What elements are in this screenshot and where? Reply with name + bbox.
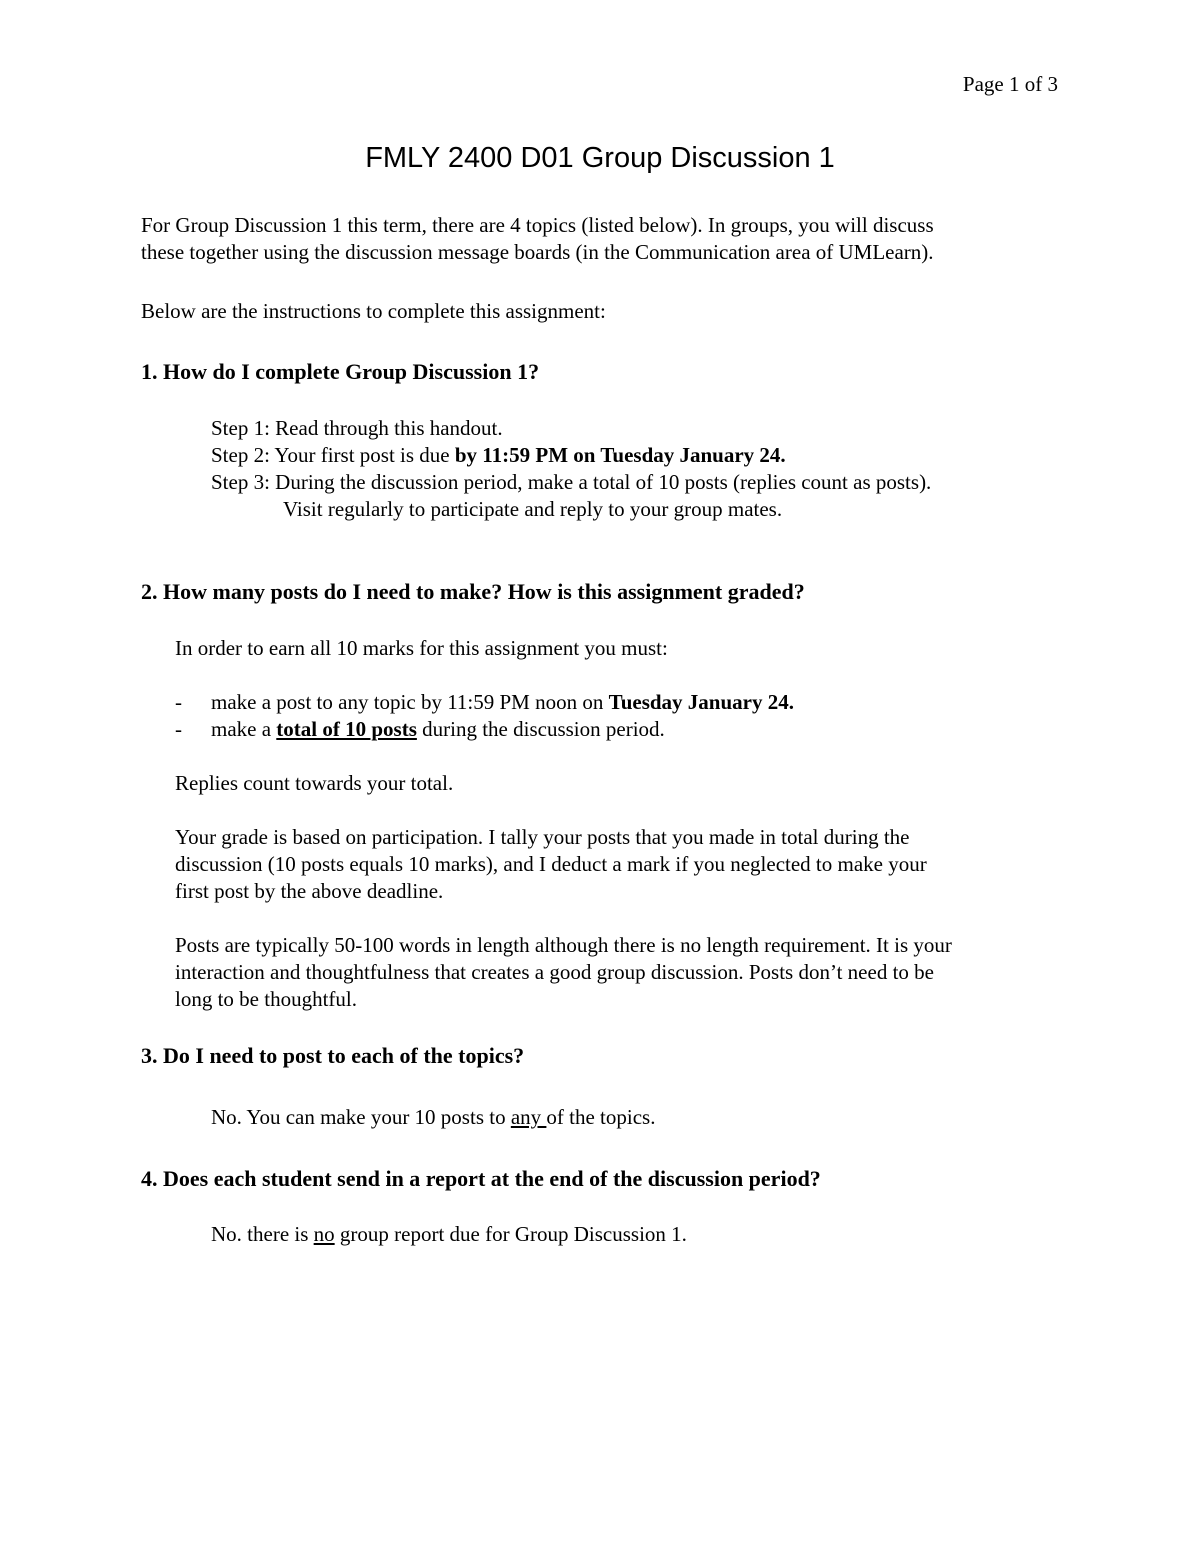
section-4-answer	[211, 1221, 687, 1248]
step-2	[211, 442, 786, 469]
section-3-emphasis: any	[510, 1105, 547, 1129]
bullet-1	[175, 689, 794, 716]
section-2-heading: 2. How many posts do I need to make? How is this assignment graded?	[141, 579, 805, 604]
instructions-line: Below are the instructions to complete this assignment:	[141, 299, 606, 323]
document-title: FMLY 2400 D01 Group Discussion 1	[365, 142, 835, 174]
bullet-2-emphasis: total of 10 posts	[276, 717, 417, 741]
section-3-answer-text: No. You can make your 10 posts to	[211, 1105, 511, 1129]
step-3-line-2: Visit regularly to participate and reply to your group mates.	[283, 497, 783, 521]
posts-line-1: Posts are typically 50-100 words in length although there is no length requirement. It is your	[175, 933, 952, 957]
replies-line: Replies count towards your total.	[175, 771, 454, 795]
section-2-intro: In order to earn all 10 marks for this assignment you must:	[175, 636, 668, 660]
step-3-line-1: Step 3: During the discussion period, make a total of 10 posts (replies count as posts).	[211, 470, 932, 494]
grade-line-3: first post by the above deadline.	[175, 879, 444, 903]
posts-line-3: long to be thoughtful.	[175, 987, 357, 1011]
page-number: Page 1 of 3	[962, 72, 1058, 96]
step-2-deadline: by 11:59 PM on Tuesday January 24.	[454, 443, 786, 467]
bullet-2-text: make a	[211, 717, 277, 741]
step-1: Step 1: Read through this handout.	[211, 416, 503, 440]
posts-line-2: interaction and thoughtfulness that creates a good group discussion. Posts don’t need to be	[175, 960, 934, 984]
grade-line-2: discussion (10 posts equals 10 marks), and I deduct a mark if you neglected to make your	[175, 852, 927, 876]
section-1-heading: 1. How do I complete Group Discussion 1?	[141, 359, 540, 384]
section-4-emphasis: no	[313, 1222, 335, 1246]
bullet-marker: -	[175, 717, 182, 741]
intro-line-2: these together using the discussion message boards (in the Communication area of UMLearn).	[141, 240, 934, 264]
section-3-answer-suffix: of the topics.	[546, 1105, 656, 1129]
intro-line-1: For Group Discussion 1 this term, there are 4 topics (listed below). In groups, you will discuss	[141, 213, 934, 237]
section-4-heading: 4. Does each student send in a report at the end of the discussion period?	[141, 1166, 821, 1191]
section-3-heading: 3. Do I need to post to each of the topics?	[141, 1043, 525, 1068]
bullet-2-suffix: during the discussion period.	[416, 717, 665, 741]
grade-line-1: Your grade is based on participation. I tally your posts that you made in total during the	[175, 825, 910, 849]
section-4-answer-text: No. there is	[211, 1222, 314, 1246]
bullet-marker: -	[175, 690, 182, 714]
section-3-answer	[211, 1104, 655, 1131]
section-4-answer-suffix: group report due for Group Discussion 1.	[334, 1222, 687, 1246]
bullet-2	[175, 716, 665, 743]
bullet-1-deadline: Tuesday January 24.	[608, 690, 794, 714]
bullet-1-text: make a post to any topic by 11:59 PM noon on	[211, 690, 609, 714]
step-2-text: Step 2: Your first post is due	[211, 443, 455, 467]
